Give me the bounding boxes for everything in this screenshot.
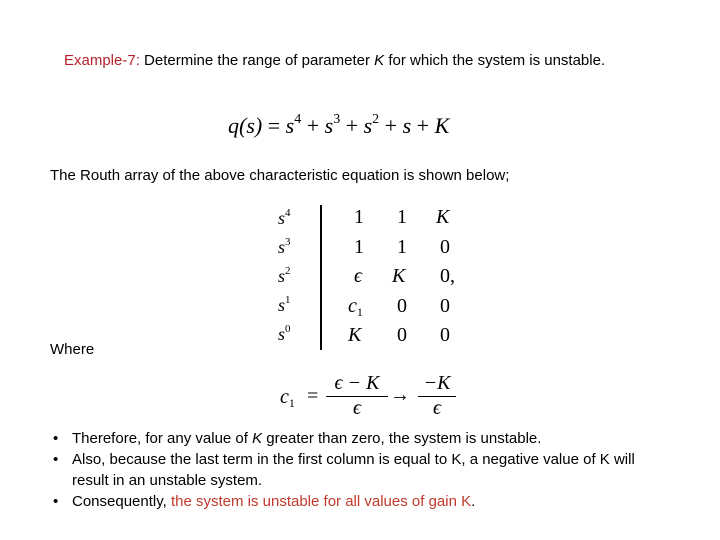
emphasis-text: the system is unstable for all values of gain K bbox=[170, 493, 472, 510]
c1-lhs: $c_1$ bbox=[280, 386, 295, 410]
routh-cell: 1 bbox=[354, 236, 364, 258]
bullet-dot-icon: • bbox=[53, 493, 59, 510]
title-text: Determine the range of parameter bbox=[139, 52, 375, 69]
fraction-numerator: −K bbox=[423, 372, 451, 394]
routh-power: $s^0$ bbox=[278, 323, 291, 344]
routh-cell: 0 bbox=[397, 295, 407, 317]
bullet-item: • Consequently, the system is unstable for all values of gain K. bbox=[53, 493, 476, 510]
fraction-denominator: ϵ bbox=[352, 397, 362, 419]
routh-cell: 0, bbox=[440, 265, 455, 287]
routh-cell: 0 bbox=[440, 295, 450, 317]
plus-sign: + bbox=[416, 113, 430, 138]
equation-equals: = bbox=[267, 113, 281, 138]
routh-cell-c1: $c_1$ bbox=[348, 295, 363, 319]
routh-divider bbox=[320, 205, 322, 350]
routh-cell: 1 bbox=[354, 206, 364, 228]
intro-text: The Routh array of the above characteristic equation is shown below; bbox=[50, 167, 510, 184]
title-text-end: for which the system is unstable. bbox=[384, 52, 606, 69]
where-label: Where bbox=[50, 341, 95, 358]
term-s3-base: s bbox=[324, 113, 334, 138]
example-title bbox=[64, 52, 605, 69]
routh-power: $s^2$ bbox=[278, 265, 291, 286]
fraction-numerator: ϵ − K bbox=[334, 372, 380, 394]
term-s2-exp: 2 bbox=[372, 112, 380, 127]
fraction-denominator: ϵ bbox=[432, 397, 442, 419]
characteristic-equation bbox=[228, 112, 449, 139]
equation-lhs: q(s) bbox=[228, 113, 263, 138]
routh-cell: 0 bbox=[440, 236, 450, 258]
conclusion-bullets bbox=[50, 428, 650, 512]
plus-sign: + bbox=[345, 113, 359, 138]
plus-sign: + bbox=[384, 113, 398, 138]
routh-cell: ϵ bbox=[354, 265, 363, 287]
term-s4-exp: 4 bbox=[294, 112, 302, 127]
term-s: s bbox=[402, 113, 412, 138]
term-s3-exp: 3 bbox=[333, 112, 341, 127]
title-param: K bbox=[374, 52, 385, 69]
example-label: Example-7: bbox=[64, 52, 140, 69]
routh-cell: 0 bbox=[440, 324, 450, 346]
routh-cell: K bbox=[392, 265, 406, 287]
routh-cell: 1 bbox=[397, 236, 407, 258]
routh-power: $s^4$ bbox=[278, 207, 291, 228]
bullet-item: • Also, because the last term in the first column is equal to K, a negative value of K will result in an unstable system. bbox=[53, 451, 635, 489]
routh-power: $s^3$ bbox=[278, 236, 291, 257]
bullet-dot-icon: • bbox=[53, 430, 59, 447]
bullet-dot-icon: • bbox=[53, 451, 59, 468]
routh-cell: K bbox=[436, 206, 450, 228]
arrow-icon: → bbox=[390, 384, 410, 406]
term-k: K bbox=[434, 113, 450, 138]
routh-array bbox=[270, 203, 470, 351]
c1-fraction-1 bbox=[326, 372, 388, 419]
term-s2-base: s bbox=[363, 113, 373, 138]
routh-cell: 1 bbox=[397, 206, 407, 228]
term-s4-base: s bbox=[285, 113, 295, 138]
routh-cell: 0 bbox=[397, 324, 407, 346]
c1-fraction-2 bbox=[418, 372, 456, 419]
routh-cell: K bbox=[348, 324, 362, 346]
routh-power: $s^1$ bbox=[278, 294, 291, 315]
plus-sign: + bbox=[306, 113, 320, 138]
c1-formula bbox=[276, 372, 466, 424]
bullet-item: • Therefore, for any value of K greater than zero, the system is unstable. bbox=[53, 430, 542, 447]
c1-equals: = bbox=[307, 385, 319, 407]
